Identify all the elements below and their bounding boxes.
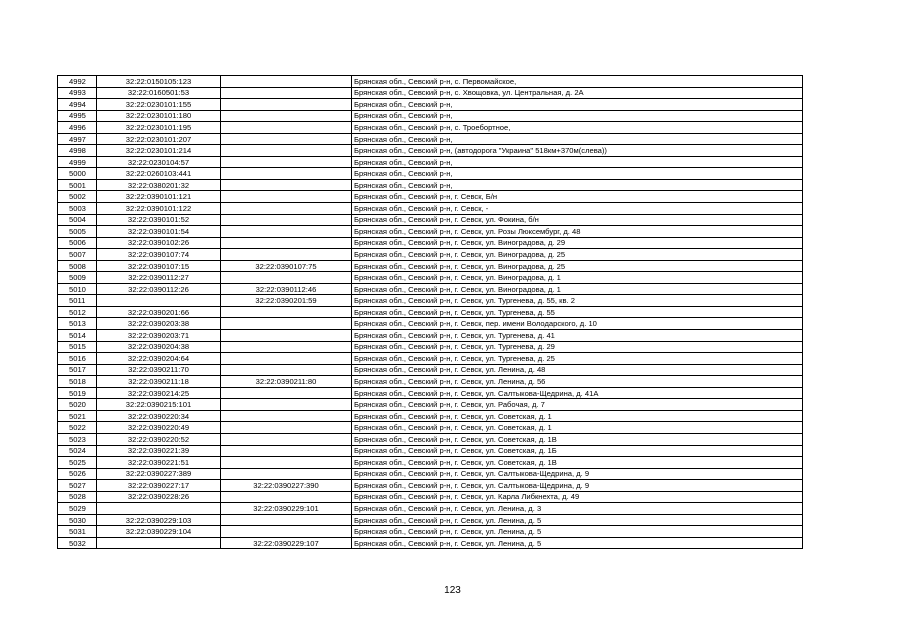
cadastral-number-cell: 32:22:0390101:122 (97, 203, 221, 215)
cadastral-number-cell: 32:22:0390220:49 (97, 422, 221, 434)
row-number-cell: 5010 (58, 283, 97, 295)
page-number: 123 (444, 585, 461, 596)
cadastral-number-cell: 32:22:0380201:32 (97, 179, 221, 191)
cadastral-number-cell: 32:22:0390107:15 (97, 260, 221, 272)
row-number-cell: 4998 (58, 145, 97, 157)
row-number-cell: 5025 (58, 457, 97, 469)
address-cell: Брянская обл., Севский р-н, г. Севск, - (352, 203, 803, 215)
row-number-cell: 5017 (58, 364, 97, 376)
address-cell: Брянская обл., Севский р-н, г. Севск, пер. имени Володарского, д. 10 (352, 318, 803, 330)
table-row (58, 364, 803, 376)
related-cadastral-number-cell (221, 422, 352, 434)
address-cell: Брянская обл., Севский р-н, г. Севск, ул. Фокина, б/н (352, 214, 803, 226)
related-cadastral-number-cell: 32:22:0390227:390 (221, 480, 352, 492)
cadastral-number-cell: 32:22:0390228:26 (97, 491, 221, 503)
address-cell: Брянская обл., Севский р-н, г. Севск, ул. Советская, д. 1Б (352, 445, 803, 457)
row-number-cell: 5014 (58, 330, 97, 342)
cadastral-number-cell: 32:22:0230104:57 (97, 156, 221, 168)
cadastral-number-cell: 32:22:0390107:74 (97, 249, 221, 261)
row-number-cell: 5015 (58, 341, 97, 353)
cadastral-number-cell: 32:22:0390211:18 (97, 376, 221, 388)
related-cadastral-number-cell (221, 191, 352, 203)
table-row (58, 376, 803, 388)
table-row (58, 503, 803, 515)
related-cadastral-number-cell (221, 341, 352, 353)
cadastral-number-cell: 32:22:0390221:51 (97, 457, 221, 469)
row-number-cell: 5001 (58, 179, 97, 191)
cadastral-number-cell: 32:22:0390112:27 (97, 272, 221, 284)
related-cadastral-number-cell (221, 445, 352, 457)
related-cadastral-number-cell: 32:22:0390229:101 (221, 503, 352, 515)
address-cell: Брянская обл., Севский р-н, г. Севск, ул. Тургенева, д. 41 (352, 330, 803, 342)
address-cell: Брянская обл., Севский р-н, г. Севск, ул. Салтыкова-Щедрина, д. 9 (352, 468, 803, 480)
related-cadastral-number-cell (221, 76, 352, 88)
address-cell: Брянская обл., Севский р-н, г. Севск, ул. Виноградова, д. 25 (352, 260, 803, 272)
address-cell: Брянская обл., Севский р-н, г. Севск, ул. Виноградова, д. 1 (352, 283, 803, 295)
row-number-cell: 5005 (58, 226, 97, 238)
address-cell: Брянская обл., Севский р-н, (352, 179, 803, 191)
cadastral-number-cell: 32:22:0230101:195 (97, 122, 221, 134)
address-cell: Брянская обл., Севский р-н, г. Севск, ул. Советская, д. 1В (352, 433, 803, 445)
table-row (58, 237, 803, 249)
address-cell: Брянская обл., Севский р-н, (352, 156, 803, 168)
table-row (58, 168, 803, 180)
address-cell: Брянская обл., Севский р-н, (352, 133, 803, 145)
cadastral-number-cell: 32:22:0390101:121 (97, 191, 221, 203)
address-cell: Брянская обл., Севский р-н, г. Севск, Б/н (352, 191, 803, 203)
address-cell: Брянская обл., Севский р-н, г. Севск, ул. Советская, д. 1В (352, 457, 803, 469)
address-cell: Брянская обл., Севский р-н, г. Севск, ул. Тургенева, д. 25 (352, 353, 803, 365)
cadastral-number-cell: 32:22:0390214:25 (97, 387, 221, 399)
address-cell: Брянская обл., Севский р-н, г. Севск, ул. Виноградова, д. 25 (352, 249, 803, 261)
cadastral-number-cell: 32:22:0390221:39 (97, 445, 221, 457)
table-row (58, 191, 803, 203)
row-number-cell: 4993 (58, 87, 97, 99)
cadastral-number-cell: 32:22:0390101:52 (97, 214, 221, 226)
address-cell: Брянская обл., Севский р-н, г. Севск, ул. Советская, д. 1 (352, 422, 803, 434)
address-cell: Брянская обл., Севский р-н, г. Севск, ул. Ленина, д. 48 (352, 364, 803, 376)
row-number-cell: 5028 (58, 491, 97, 503)
related-cadastral-number-cell (221, 179, 352, 191)
table-row (58, 99, 803, 111)
row-number-cell: 4995 (58, 110, 97, 122)
related-cadastral-number-cell (221, 353, 352, 365)
table-row (58, 468, 803, 480)
row-number-cell: 4992 (58, 76, 97, 88)
row-number-cell: 5032 (58, 537, 97, 549)
cadastral-number-cell: 32:22:0390220:34 (97, 410, 221, 422)
address-cell: Брянская обл., Севский р-н, г. Севск, ул. Ленина, д. 5 (352, 526, 803, 538)
related-cadastral-number-cell (221, 318, 352, 330)
related-cadastral-number-cell (221, 526, 352, 538)
cadastral-number-cell: 32:22:0390204:38 (97, 341, 221, 353)
row-number-cell: 5000 (58, 168, 97, 180)
cadastral-number-cell: 32:22:0230101:180 (97, 110, 221, 122)
related-cadastral-number-cell (221, 145, 352, 157)
related-cadastral-number-cell (221, 399, 352, 411)
table-row (58, 399, 803, 411)
address-cell: Брянская обл., Севский р-н, г. Севск, ул. Рабочая, д. 7 (352, 399, 803, 411)
address-cell: Брянская обл., Севский р-н, г. Севск, ул. Карла Либкнехта, д. 49 (352, 491, 803, 503)
related-cadastral-number-cell (221, 133, 352, 145)
table-row (58, 491, 803, 503)
cadastral-number-cell: 32:22:0230101:207 (97, 133, 221, 145)
address-cell: Брянская обл., Севский р-н, г. Севск, ул. Розы Люксембург, д. 48 (352, 226, 803, 238)
address-cell: Брянская обл., Севский р-н, г. Севск, ул. Ленина, д. 5 (352, 537, 803, 549)
related-cadastral-number-cell (221, 214, 352, 226)
table-row (58, 306, 803, 318)
table-row (58, 122, 803, 134)
row-number-cell: 5020 (58, 399, 97, 411)
cadastral-number-cell: 32:22:0150105:123 (97, 76, 221, 88)
table-row (58, 156, 803, 168)
address-cell: Брянская обл., Севский р-н, (автодорога "Украина" 518км+370м(слева)) (352, 145, 803, 157)
table-row (58, 87, 803, 99)
address-cell: Брянская обл., Севский р-н, г. Севск, ул. Ленина, д. 5 (352, 514, 803, 526)
table-row (58, 433, 803, 445)
cadastral-number-cell: 32:22:0390215:101 (97, 399, 221, 411)
table-row (58, 330, 803, 342)
row-number-cell: 5030 (58, 514, 97, 526)
related-cadastral-number-cell: 32:22:0390107:75 (221, 260, 352, 272)
related-cadastral-number-cell (221, 226, 352, 238)
row-number-cell: 5031 (58, 526, 97, 538)
row-number-cell: 4996 (58, 122, 97, 134)
address-cell: Брянская обл., Севский р-н, г. Севск, ул. Советская, д. 1 (352, 410, 803, 422)
row-number-cell: 5023 (58, 433, 97, 445)
related-cadastral-number-cell (221, 110, 352, 122)
table-row (58, 214, 803, 226)
table-row (58, 537, 803, 549)
related-cadastral-number-cell (221, 491, 352, 503)
address-cell: Брянская обл., Севский р-н, с. Троебортное, (352, 122, 803, 134)
row-number-cell: 4994 (58, 99, 97, 111)
table-row (58, 226, 803, 238)
row-number-cell: 5021 (58, 410, 97, 422)
table-row (58, 203, 803, 215)
table-row (58, 387, 803, 399)
related-cadastral-number-cell (221, 306, 352, 318)
table-row (58, 295, 803, 307)
related-cadastral-number-cell (221, 433, 352, 445)
address-cell: Брянская обл., Севский р-н, г. Севск, ул. Виноградова, д. 1 (352, 272, 803, 284)
row-number-cell: 5004 (58, 214, 97, 226)
cadastral-number-cell (97, 503, 221, 515)
cadastral-number-cell: 32:22:0390204:64 (97, 353, 221, 365)
table-row (58, 353, 803, 365)
row-number-cell: 4997 (58, 133, 97, 145)
related-cadastral-number-cell (221, 249, 352, 261)
cadastral-number-cell: 32:22:0230101:155 (97, 99, 221, 111)
table-row (58, 526, 803, 538)
address-cell: Брянская обл., Севский р-н, с. Первомайское, (352, 76, 803, 88)
row-number-cell: 5029 (58, 503, 97, 515)
row-number-cell: 5003 (58, 203, 97, 215)
row-number-cell: 5007 (58, 249, 97, 261)
table-row (58, 318, 803, 330)
address-cell: Брянская обл., Севский р-н, с. Хвощовка, ул. Центральная, д. 2А (352, 87, 803, 99)
address-cell: Брянская обл., Севский р-н, г. Севск, ул. Тургенева, д. 55, кв. 2 (352, 295, 803, 307)
related-cadastral-number-cell (221, 330, 352, 342)
row-number-cell: 5008 (58, 260, 97, 272)
related-cadastral-number-cell: 32:22:0390229:107 (221, 537, 352, 549)
cadastral-table (57, 75, 803, 549)
table-row (58, 179, 803, 191)
row-number-cell: 5016 (58, 353, 97, 365)
row-number-cell: 5012 (58, 306, 97, 318)
related-cadastral-number-cell (221, 99, 352, 111)
row-number-cell: 5022 (58, 422, 97, 434)
related-cadastral-number-cell (221, 387, 352, 399)
address-cell: Брянская обл., Севский р-н, г. Севск, ул. Тургенева, д. 55 (352, 306, 803, 318)
cadastral-number-cell: 32:22:0390102:26 (97, 237, 221, 249)
table-row (58, 260, 803, 272)
table-row (58, 457, 803, 469)
cadastral-number-cell: 32:22:0390227:389 (97, 468, 221, 480)
cadastral-number-cell: 32:22:0390229:104 (97, 526, 221, 538)
address-cell: Брянская обл., Севский р-н, (352, 168, 803, 180)
row-number-cell: 5009 (58, 272, 97, 284)
address-cell: Брянская обл., Севский р-н, г. Севск, ул. Ленина, д. 3 (352, 503, 803, 515)
cadastral-number-cell: 32:22:0260103:441 (97, 168, 221, 180)
row-number-cell: 5019 (58, 387, 97, 399)
table-row (58, 283, 803, 295)
table-row (58, 341, 803, 353)
table-row (58, 110, 803, 122)
address-cell: Брянская обл., Севский р-н, г. Севск, ул. Виноградова, д. 29 (352, 237, 803, 249)
related-cadastral-number-cell (221, 156, 352, 168)
table-body (58, 76, 803, 549)
table-row (58, 410, 803, 422)
address-cell: Брянская обл., Севский р-н, г. Севск, ул. Ленина, д. 56 (352, 376, 803, 388)
cadastral-number-cell (97, 295, 221, 307)
related-cadastral-number-cell (221, 364, 352, 376)
cadastral-number-cell: 32:22:0390201:66 (97, 306, 221, 318)
row-number-cell: 5006 (58, 237, 97, 249)
related-cadastral-number-cell (221, 168, 352, 180)
related-cadastral-number-cell (221, 410, 352, 422)
table-row (58, 272, 803, 284)
row-number-cell: 5024 (58, 445, 97, 457)
related-cadastral-number-cell (221, 237, 352, 249)
related-cadastral-number-cell (221, 468, 352, 480)
table-row (58, 76, 803, 88)
related-cadastral-number-cell (221, 272, 352, 284)
cadastral-number-cell: 32:22:0390203:71 (97, 330, 221, 342)
row-number-cell: 5027 (58, 480, 97, 492)
table-row (58, 145, 803, 157)
cadastral-number-cell: 32:22:0390101:54 (97, 226, 221, 238)
related-cadastral-number-cell (221, 203, 352, 215)
related-cadastral-number-cell: 32:22:0390112:46 (221, 283, 352, 295)
row-number-cell: 5002 (58, 191, 97, 203)
related-cadastral-number-cell: 32:22:0390201:59 (221, 295, 352, 307)
row-number-cell: 5026 (58, 468, 97, 480)
table-row (58, 445, 803, 457)
cadastral-number-cell: 32:22:0390112:26 (97, 283, 221, 295)
related-cadastral-number-cell: 32:22:0390211:80 (221, 376, 352, 388)
related-cadastral-number-cell (221, 457, 352, 469)
row-number-cell: 5018 (58, 376, 97, 388)
row-number-cell: 5011 (58, 295, 97, 307)
address-cell: Брянская обл., Севский р-н, г. Севск, ул. Тургенева, д. 29 (352, 341, 803, 353)
related-cadastral-number-cell (221, 514, 352, 526)
table-row (58, 514, 803, 526)
row-number-cell: 4999 (58, 156, 97, 168)
cadastral-number-cell (97, 537, 221, 549)
table-row (58, 480, 803, 492)
table-row (58, 422, 803, 434)
cadastral-number-cell: 32:22:0390203:38 (97, 318, 221, 330)
related-cadastral-number-cell (221, 122, 352, 134)
cadastral-number-cell: 32:22:0390220:52 (97, 433, 221, 445)
address-cell: Брянская обл., Севский р-н, (352, 110, 803, 122)
address-cell: Брянская обл., Севский р-н, г. Севск, ул. Салтыкова-Щедрина, д. 9 (352, 480, 803, 492)
cadastral-number-cell: 32:22:0390211:70 (97, 364, 221, 376)
related-cadastral-number-cell (221, 87, 352, 99)
address-cell: Брянская обл., Севский р-н, г. Севск, ул. Салтыкова-Щедрина, д. 41А (352, 387, 803, 399)
row-number-cell: 5013 (58, 318, 97, 330)
cadastral-number-cell: 32:22:0230101:214 (97, 145, 221, 157)
address-cell: Брянская обл., Севский р-н, (352, 99, 803, 111)
cadastral-number-cell: 32:22:0160501:53 (97, 87, 221, 99)
cadastral-number-cell: 32:22:0390229:103 (97, 514, 221, 526)
table-row (58, 133, 803, 145)
cadastral-number-cell: 32:22:0390227:17 (97, 480, 221, 492)
table-row (58, 249, 803, 261)
